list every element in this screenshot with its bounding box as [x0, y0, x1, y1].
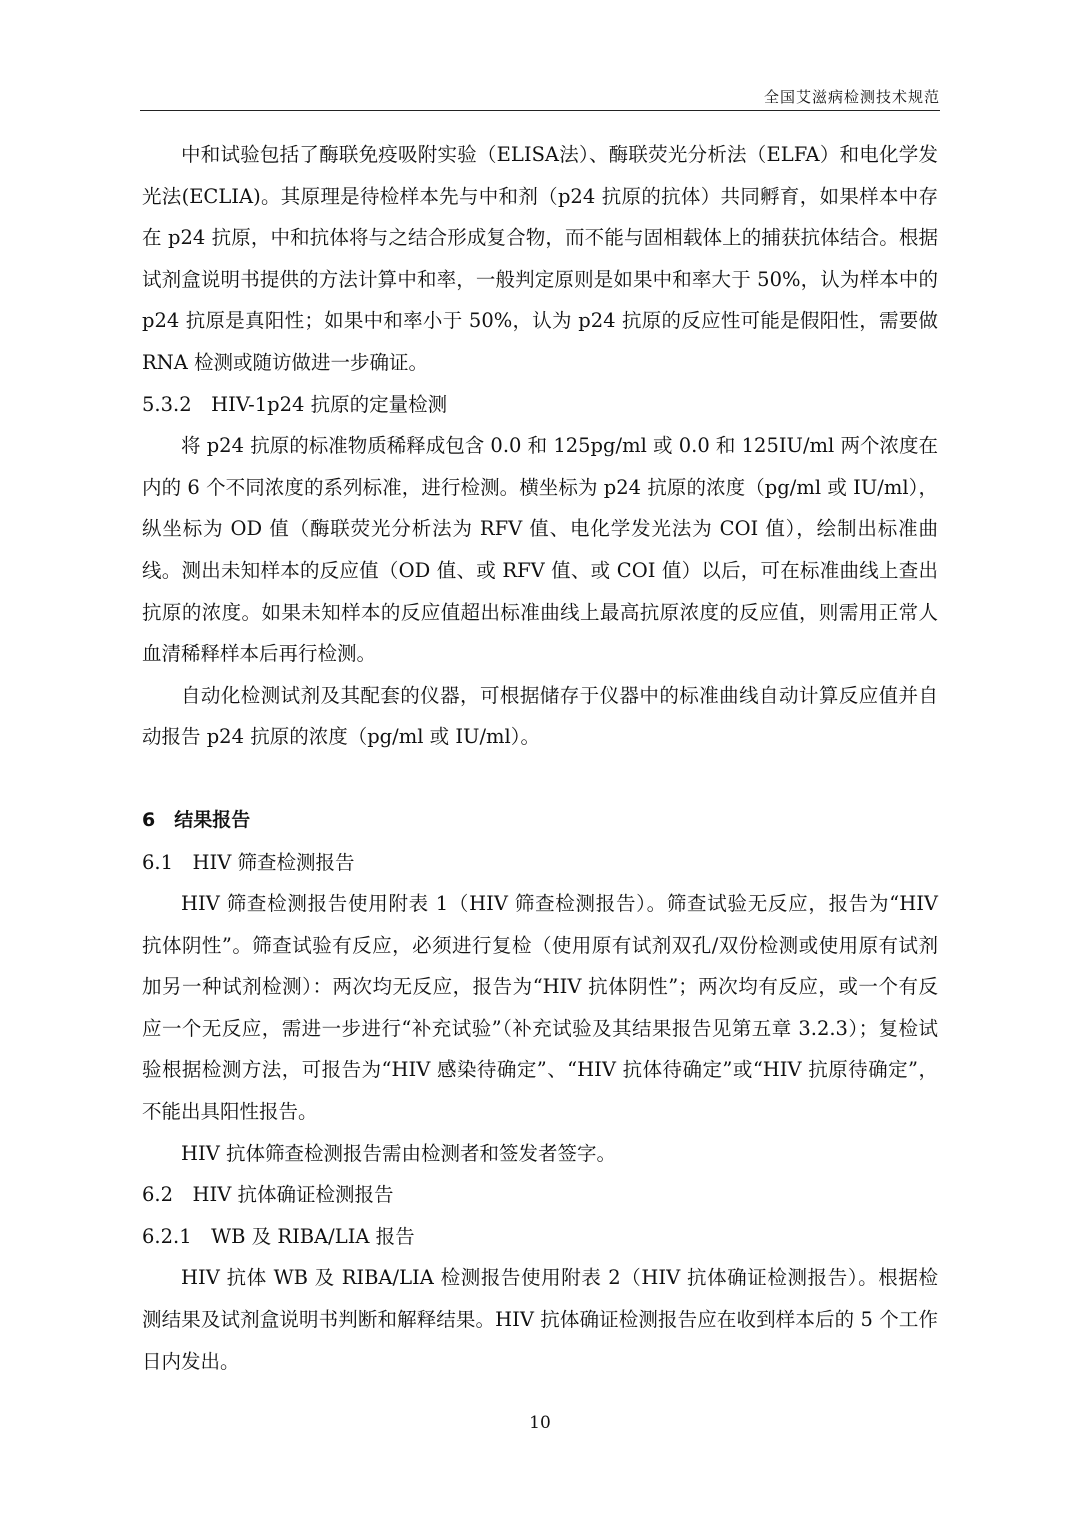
paragraph-standard-curve: 将 p24 抗原的标准物质稀释成包含 0.0 和 125pg/ml 或 0.0 和 125IU/ml 两个浓度在内的 6 个不同浓度的系列标准，进行检测。横坐标为 p24 抗原的浓度（pg/ml 或 IU/ml），纵坐标为 OD 值（酶联荧光分析法为 RFV 值、电化学发光法为 COI 值），绘制出标准曲线。测出未知样本的反应值（OD 值、或 RFV 值、或 COI 值）以后，可在标准曲线上查出抗原的浓度。如果未知样本的反应值超出标准曲线上最高抗原浓度的反应值，则需用正常人血清稀释样本后再行检测。: [142, 434, 938, 666]
section-heading-5-3-2: 5.3.2 HIV-1p24 抗原的定量检测: [142, 392, 448, 416]
paragraph-screening-report: HIV 筛查检测报告使用附表 1（HIV 筛查检测报告）。筛查试验无反应，报告为“HIV 抗体阴性”。筛查试验有反应，必须进行复检（使用原有试剂双孔/双份检测或使用原有试剂加另一种试剂检测）：两次均无反应，报告为“HIV 抗体阴性”；两次均有反应，或一个有反应一个无反应，需进一步进行“补充试验”（补充试验及其结果报告见第五章 3.2.3）；复检试验根据检测方法，可报告为“HIV 感染待确定”、“HIV 抗体待确定”或“HIV 抗原待确定”，不能出具阳性报告。: [142, 892, 938, 1124]
chapter-heading-6: 6 结果报告: [142, 808, 251, 831]
paragraph-signature: HIV 抗体筛查检测报告需由检测者和签发者签字。: [181, 1141, 616, 1165]
paragraph-automation: 自动化检测试剂及其配套的仪器，可根据储存于仪器中的标准曲线自动计算反应值并自动报告 p24 抗原的浓度（pg/ml 或 IU/ml）。: [142, 683, 938, 749]
section-heading-6-2-1: 6.2.1 WB 及 RIBA/LIA 报告: [142, 1224, 415, 1248]
document-body: [142, 134, 938, 1382]
running-header: 全国艾滋病检测技术规范: [763, 88, 940, 106]
section-heading-6-2: 6.2 HIV 抗体确证检测报告: [142, 1183, 394, 1207]
paragraph-confirmation-report: HIV 抗体 WB 及 RIBA/LIA 检测报告使用附表 2（HIV 抗体确证检测报告）。根据检测结果及试剂盒说明书判断和解释结果。HIV 抗体确证检测报告应在收到样本后的 5 个工作日内发出。: [142, 1266, 938, 1373]
header-rule: [140, 110, 940, 111]
page-number: 10: [529, 1413, 551, 1433]
section-heading-6-1: 6.1 HIV 筛查检测报告: [142, 850, 355, 874]
paragraph-neutralization: 中和试验包括了酶联免疫吸附实验（ELISA法）、酶联荧光分析法（ELFA）和电化学发光法(ECLIA)。其原理是待检样本先与中和剂（p24 抗原的抗体）共同孵育，如果样本中存在 p24 抗原，中和抗体将与之结合形成复合物，而不能与固相载体上的捕获抗体结合。根据试剂盒说明书提供的方法计算中和率，一般判定原则是如果中和率大于 50%，认为样本中的 p24 抗原是真阳性；如果中和率小于 50%，认为 p24 抗原的反应性可能是假阳性，需要做 RNA 检测或随访做进一步确证。: [142, 143, 938, 374]
